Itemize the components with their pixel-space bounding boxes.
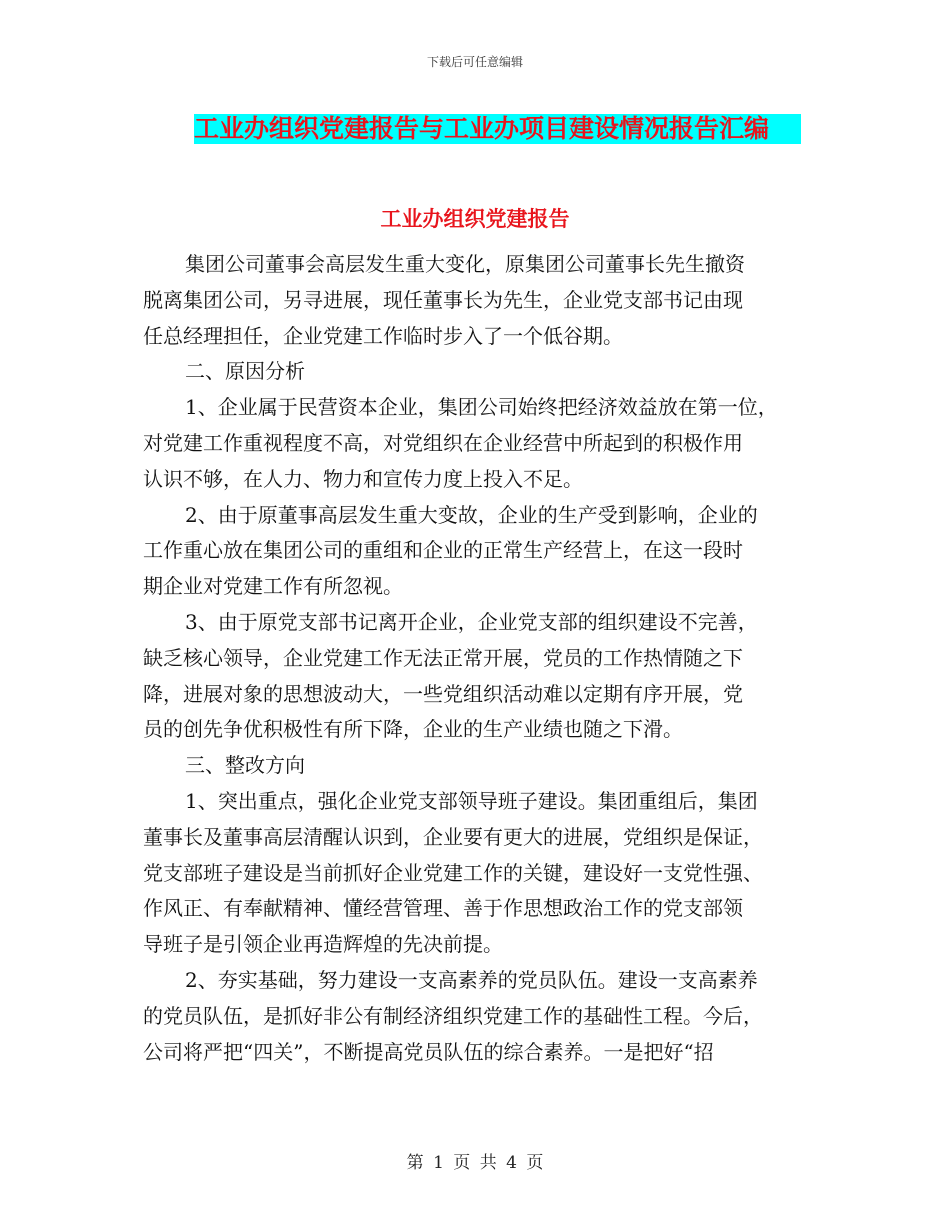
body-text (143, 247, 815, 1070)
body-line: 导班子是引领企业再造辉煌的先决前提。 (143, 932, 503, 957)
body-line: 作风正、有奉献精神、懂经营管理、善于作思想政治工作的党支部领 (143, 896, 743, 921)
body-line: 董事长及董事高层清醒认识到，企业要有更大的进展，党组织是保证， (143, 824, 763, 849)
body-line: 认识不够，在人力、物力和宣传力度上投入不足。 (143, 466, 583, 491)
body-line: 三、整改方向 (185, 753, 305, 778)
body-line: 任总经理担任，企业党建工作临时步入了一个低谷期。 (143, 323, 623, 348)
body-line: 员的创先争优积极性有所下降，企业的生产业绩也随之下滑。 (143, 717, 683, 742)
body-line: 2、由于原董事高层发生重大变故，企业的生产受到影响，企业的 (185, 502, 758, 527)
body-line: 工作重心放在集团公司的重组和企业的正常生产经营上，在这一段时 (143, 538, 743, 563)
body-line: 1、突出重点，强化企业党支部领导班子建设。集团重组后，集团 (185, 788, 758, 813)
body-line: 2、夯实基础，努力建设一支高素养的党员队伍。建设一支高素养 (185, 967, 758, 992)
body-line: 集团公司董事会高层发生重大变化，原集团公司董事长先生撤资 (185, 252, 745, 276)
body-line: 党支部班子建设是当前抓好企业党建工作的关键，建设好一支党性强、 (143, 860, 763, 885)
document-main-title: 工业办组织党建报告与工业办项目建设情况报告汇编 (194, 114, 801, 144)
page-footer: 第 1 页 共 4 页 (406, 1153, 544, 1173)
body-line: 二、原因分析 (185, 359, 305, 384)
body-line: 对党建工作重视程度不高，对党组织在企业经营中所起到的积极作用 (143, 430, 743, 455)
body-line: 公司将严把“四关”，不断提高党员队伍的综合素养。一是把好“招 (143, 1039, 714, 1064)
body-line: 的党员队伍，是抓好非公有制经济组织党建工作的基础性工程。今后， (143, 1003, 763, 1028)
header-note: 下载后可任意编辑 (426, 55, 523, 69)
body-line: 1、企业属于民营资本企业，集团公司始终把经济效益放在第一位， (185, 395, 778, 420)
body-line: 缺乏核心领导，企业党建工作无法正常开展，党员的工作热情随之下 (143, 645, 743, 670)
body-line: 3、由于原党支部书记离开企业，企业党支部的组织建设不完善， (185, 609, 758, 634)
body-line: 脱离集团公司，另寻进展，现任董事长为先生，企业党支部书记由现 (143, 287, 743, 312)
section-title: 工业办组织党建报告 (380, 206, 570, 231)
body-line: 期企业对党建工作有所忽视。 (143, 574, 403, 599)
body-line: 降，进展对象的思想波动大，一些党组织活动难以定期有序开展，党 (143, 681, 743, 706)
